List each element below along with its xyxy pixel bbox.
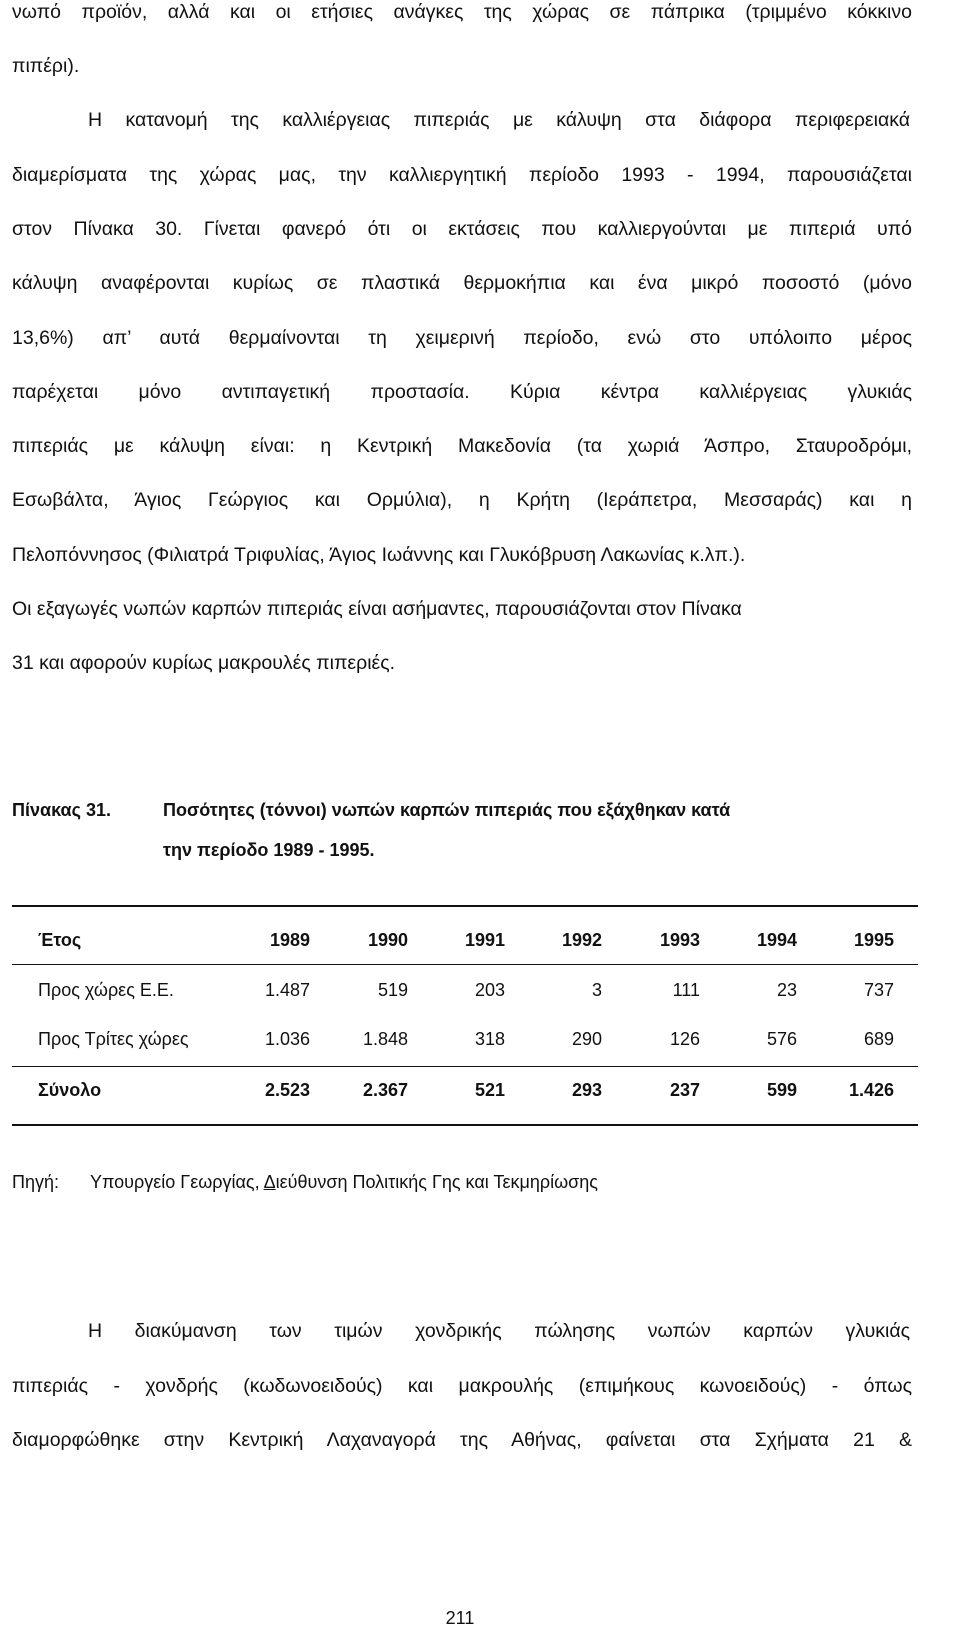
text-line: πιπέρι).: [12, 55, 80, 77]
text-line: Οι εξαγωγές νωπών καρπών πιπεριάς είναι ασήμαντες, παρουσιάζονται στον Πίνακα: [12, 598, 742, 620]
row-label: Προς Τρίτες χώρες: [38, 1029, 189, 1049]
table-total-row: [38, 1078, 896, 1102]
table-cell: 1.426: [848, 1080, 894, 1100]
text-line: Πελοπόννησος (Φιλιατρά Τριφυλίας, Άγιος Ιωάννης και Γλυκόβρυση Λακωνίας κ.λπ.).: [12, 544, 746, 566]
text-line: πιπεριάς - χονδρής (κωδωνοειδούς) και μακρουλής (επιμήκους κωνοειδούς) - όπως: [12, 1375, 912, 1397]
row-label: Προς χώρες Ε.Ε.: [38, 980, 174, 1000]
header-year: 1994: [756, 930, 797, 950]
table-cell: 111: [672, 980, 700, 1000]
page-number: 211: [445, 1608, 475, 1628]
table-row: [38, 1027, 896, 1051]
table-total-rule: [12, 1066, 918, 1067]
table-title-line-2: την περίοδο 1989 - 1995.: [163, 840, 375, 860]
table-cell: 23: [776, 980, 797, 1000]
text-line: πιπεριάς με κάλυψη είναι: η Κεντρική Μακεδονία (τα χωριά Άσπρο, Σταυροδρόμι,: [12, 435, 912, 457]
header-year: 1993: [659, 930, 700, 950]
text-line: Εσωβάλτα, Άγιος Γεώργιος και Ορμύλια), η Κρήτη (Ιεράπετρα, Μεσσαράς) και η: [12, 489, 912, 511]
table-cell: 318: [474, 1029, 505, 1049]
table-cell: 203: [474, 980, 505, 1000]
source-text-post: ιεύθυνση Πολιτικής Γης και Τεκμηρίωσης: [275, 1172, 598, 1192]
table-cell: 599: [766, 1080, 797, 1100]
table-row: [38, 978, 896, 1002]
source-text: [90, 1170, 598, 1194]
header-year: 1990: [367, 930, 408, 950]
table-cell: 1.487: [264, 980, 310, 1000]
table-cell: 519: [377, 980, 408, 1000]
table-title-line-1: Ποσότητες (τόννοι) νωπών καρπών πιπεριάς που εξάχθηκαν κατά: [163, 800, 731, 820]
table-cell: 290: [571, 1029, 602, 1049]
table-cell: 737: [863, 980, 894, 1000]
table-cell: 2.523: [264, 1080, 310, 1100]
text-line: διαμερίσματα της χώρας μας, την καλλιεργητική περίοδο 1993 - 1994, παρουσιάζεται: [12, 164, 912, 186]
text-line: 13,6%) απ’ αυτά θερμαίνονται τη χειμερινή περίοδο, ενώ στο υπόλοιπο μέρος: [12, 327, 912, 349]
table-cell: 1.036: [264, 1029, 310, 1049]
table-cell: 3: [591, 980, 602, 1000]
table-cell: 1.848: [362, 1029, 408, 1049]
table-top-rule: [12, 905, 918, 907]
header-label: Έτος: [38, 930, 82, 950]
table-header-rule: [12, 964, 918, 965]
table-cell: 576: [766, 1029, 797, 1049]
table-label: Πίνακας 31.: [12, 800, 111, 820]
header-year: 1991: [464, 930, 505, 950]
text-line: διαμορφώθηκε στην Κεντρική Λαχαναγορά της Αθήνας, φαίνεται στα Σχήματα 21 &: [12, 1429, 912, 1451]
header-year: 1992: [561, 930, 602, 950]
row-label: Σύνολο: [38, 1080, 102, 1100]
table-cell: 293: [571, 1080, 602, 1100]
table-cell: 126: [669, 1029, 700, 1049]
source-text-underlined: Δ: [263, 1172, 276, 1192]
source-text-pre: Υπουργείο Γεωργίας,: [90, 1172, 264, 1192]
text-line: παρέχεται μόνο αντιπαγετική προστασία. Κύρια κέντρα καλλιέργειας γλυκιάς: [12, 381, 912, 403]
table-cell: 689: [863, 1029, 894, 1049]
text-line: Η κατανομή της καλλιέργειας πιπεριάς με κάλυψη στα διάφορα περιφερειακά: [88, 109, 910, 131]
header-year: 1995: [853, 930, 894, 950]
table-cell: 521: [474, 1080, 505, 1100]
text-line: 31 και αφορούν κυρίως μακρουλές πιπεριές.: [12, 652, 396, 674]
table-header-row: [38, 928, 896, 952]
header-year: 1989: [269, 930, 310, 950]
text-line: νωπό προϊόν, αλλά και οι ετήσιες ανάγκες της χώρας σε πάπρικα (τριμμένο κόκκινο: [12, 1, 912, 23]
text-line: κάλυψη αναφέρονται κυρίως σε πλαστικά θερμοκήπια και ένα μικρό ποσοστό (μόνο: [12, 272, 912, 294]
table-cell: 2.367: [362, 1080, 408, 1100]
source-label: Πηγή:: [12, 1172, 60, 1192]
text-line: Η διακύμανση των τιμών χονδρικής πώλησης νωπών καρπών γλυκιάς: [88, 1320, 910, 1342]
table-cell: 237: [669, 1080, 700, 1100]
table-bottom-rule: [12, 1124, 918, 1126]
text-line: στον Πίνακα 30. Γίνεται φανερό ότι οι εκτάσεις που καλλιεργούνται με πιπεριά υπό: [12, 218, 912, 240]
